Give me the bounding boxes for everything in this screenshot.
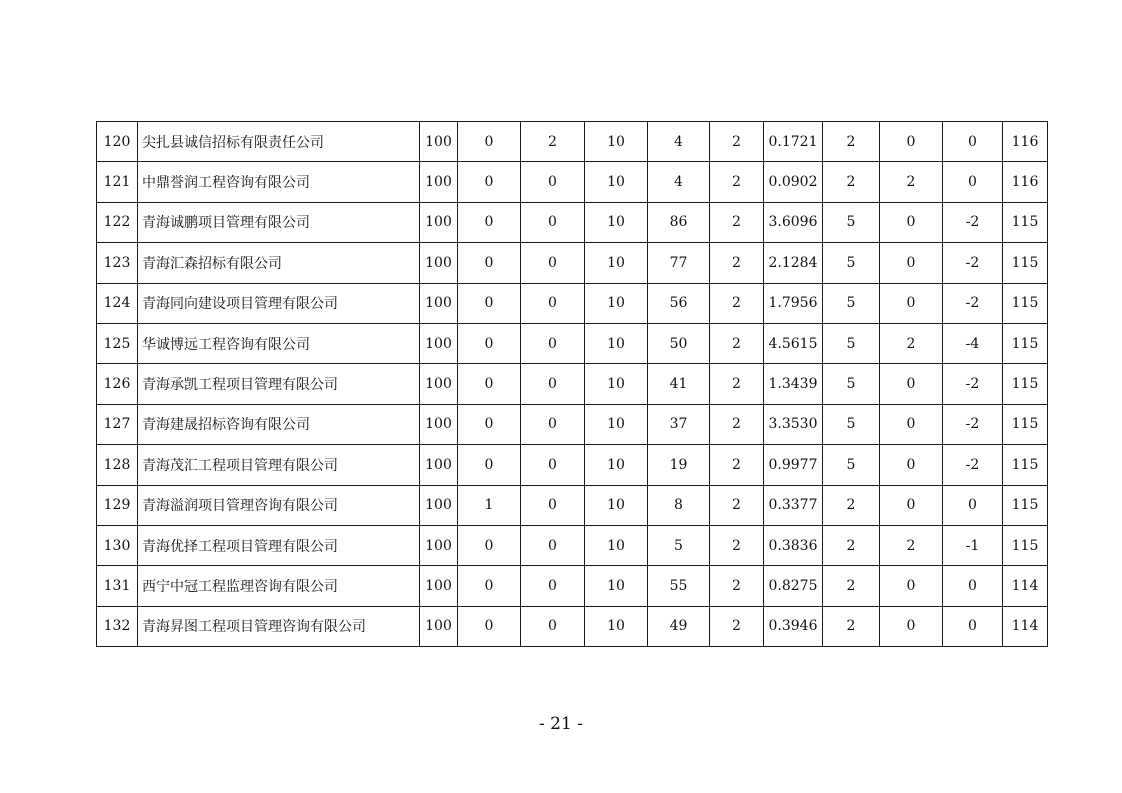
- score-cell: 0: [943, 162, 1003, 202]
- score-cell: 116: [1003, 122, 1048, 162]
- score-cell: 0: [458, 566, 521, 606]
- rank-cell: 129: [97, 485, 138, 525]
- score-cell: 116: [1003, 162, 1048, 202]
- score-cell: 100: [420, 404, 458, 444]
- score-cell: 115: [1003, 445, 1048, 485]
- score-cell: 100: [420, 243, 458, 283]
- score-cell: 2: [823, 606, 880, 646]
- table-row: [97, 525, 1048, 565]
- score-cell: 10: [585, 243, 648, 283]
- company-name-cell: 青海茂汇工程项目管理有限公司: [138, 445, 420, 485]
- score-cell: 19: [648, 445, 710, 485]
- score-cell: 3.6096: [764, 202, 823, 242]
- score-cell: 0: [458, 283, 521, 323]
- score-cell: 10: [585, 606, 648, 646]
- score-cell: 100: [420, 566, 458, 606]
- score-cell: 0: [880, 445, 943, 485]
- table-row: [97, 162, 1048, 202]
- table-row: [97, 364, 1048, 404]
- page-number: - 21 -: [539, 714, 583, 734]
- score-cell: 115: [1003, 283, 1048, 323]
- rank-cell: 131: [97, 566, 138, 606]
- score-cell: 0: [943, 606, 1003, 646]
- score-cell: -2: [943, 243, 1003, 283]
- score-cell: 0: [521, 404, 585, 444]
- score-cell: 115: [1003, 404, 1048, 444]
- score-cell: 0: [521, 283, 585, 323]
- score-cell: 0: [880, 122, 943, 162]
- score-cell: 2: [823, 122, 880, 162]
- ranking-table: [96, 121, 1048, 647]
- score-cell: 115: [1003, 202, 1048, 242]
- score-cell: 115: [1003, 485, 1048, 525]
- table-row: [97, 323, 1048, 363]
- score-cell: 2: [710, 202, 764, 242]
- score-cell: 0: [880, 606, 943, 646]
- score-cell: 115: [1003, 364, 1048, 404]
- score-cell: 10: [585, 404, 648, 444]
- rank-cell: 124: [97, 283, 138, 323]
- score-cell: 2: [710, 566, 764, 606]
- score-cell: 0.3377: [764, 485, 823, 525]
- score-cell: -1: [943, 525, 1003, 565]
- table-row: [97, 404, 1048, 444]
- score-cell: 0: [880, 243, 943, 283]
- score-cell: 114: [1003, 606, 1048, 646]
- score-cell: 0: [880, 485, 943, 525]
- rank-cell: 126: [97, 364, 138, 404]
- table-row: [97, 122, 1048, 162]
- score-cell: -2: [943, 202, 1003, 242]
- table-row: [97, 202, 1048, 242]
- score-cell: 0: [521, 485, 585, 525]
- score-cell: 55: [648, 566, 710, 606]
- company-name-cell: 青海昇图工程项目管理咨询有限公司: [138, 606, 420, 646]
- score-cell: -2: [943, 364, 1003, 404]
- company-name-cell: 青海优择工程项目管理有限公司: [138, 525, 420, 565]
- score-cell: 0: [458, 404, 521, 444]
- score-cell: 114: [1003, 566, 1048, 606]
- score-cell: 2: [521, 122, 585, 162]
- score-cell: 0: [943, 566, 1003, 606]
- score-cell: 4: [648, 122, 710, 162]
- score-cell: 50: [648, 323, 710, 363]
- score-cell: 0: [521, 162, 585, 202]
- score-cell: 2: [710, 404, 764, 444]
- rank-cell: 128: [97, 445, 138, 485]
- score-cell: 0: [521, 525, 585, 565]
- score-cell: 2: [710, 122, 764, 162]
- score-cell: 0: [880, 202, 943, 242]
- table-row: [97, 445, 1048, 485]
- score-cell: 5: [823, 445, 880, 485]
- score-cell: 100: [420, 162, 458, 202]
- score-cell: 100: [420, 606, 458, 646]
- score-cell: 5: [823, 283, 880, 323]
- score-cell: 10: [585, 364, 648, 404]
- score-cell: 5: [823, 404, 880, 444]
- score-cell: 0: [521, 243, 585, 283]
- score-cell: 100: [420, 525, 458, 565]
- table-row: [97, 243, 1048, 283]
- score-cell: 0: [458, 202, 521, 242]
- score-cell: 1.3439: [764, 364, 823, 404]
- score-cell: 49: [648, 606, 710, 646]
- score-cell: 0.1721: [764, 122, 823, 162]
- score-cell: 2: [823, 566, 880, 606]
- table-row: [97, 606, 1048, 646]
- score-cell: 5: [648, 525, 710, 565]
- score-cell: 2: [710, 606, 764, 646]
- score-cell: 2: [710, 485, 764, 525]
- score-cell: 100: [420, 283, 458, 323]
- score-cell: 0.3946: [764, 606, 823, 646]
- rank-cell: 121: [97, 162, 138, 202]
- score-cell: -2: [943, 445, 1003, 485]
- rank-cell: 130: [97, 525, 138, 565]
- score-cell: 0: [521, 566, 585, 606]
- table-row: [97, 283, 1048, 323]
- rank-cell: 123: [97, 243, 138, 283]
- score-cell: 2: [880, 162, 943, 202]
- rank-cell: 132: [97, 606, 138, 646]
- score-cell: 0.9977: [764, 445, 823, 485]
- score-cell: 0: [458, 445, 521, 485]
- score-cell: 2: [880, 525, 943, 565]
- score-cell: 0: [880, 364, 943, 404]
- score-cell: 2: [710, 243, 764, 283]
- company-name-cell: 青海承凯工程项目管理有限公司: [138, 364, 420, 404]
- company-name-cell: 青海诚鹏项目管理有限公司: [138, 202, 420, 242]
- score-cell: 10: [585, 122, 648, 162]
- score-cell: 0: [521, 364, 585, 404]
- score-cell: 115: [1003, 525, 1048, 565]
- score-cell: 77: [648, 243, 710, 283]
- score-cell: 2: [710, 364, 764, 404]
- score-cell: 2: [710, 323, 764, 363]
- score-cell: 3.3530: [764, 404, 823, 444]
- score-cell: 115: [1003, 243, 1048, 283]
- score-cell: 2: [710, 525, 764, 565]
- score-cell: 2: [823, 162, 880, 202]
- score-cell: 0: [458, 122, 521, 162]
- company-name-cell: 中鼎誉润工程咨询有限公司: [138, 162, 420, 202]
- score-cell: 100: [420, 202, 458, 242]
- score-cell: 10: [585, 323, 648, 363]
- score-cell: 0: [521, 606, 585, 646]
- score-cell: 0.8275: [764, 566, 823, 606]
- score-cell: 10: [585, 445, 648, 485]
- score-cell: 86: [648, 202, 710, 242]
- score-cell: 56: [648, 283, 710, 323]
- company-name-cell: 青海建晟招标咨询有限公司: [138, 404, 420, 444]
- score-cell: 0: [880, 566, 943, 606]
- score-cell: 100: [420, 122, 458, 162]
- score-cell: 100: [420, 445, 458, 485]
- score-cell: 2: [710, 283, 764, 323]
- rank-cell: 122: [97, 202, 138, 242]
- score-cell: 100: [420, 364, 458, 404]
- score-cell: 8: [648, 485, 710, 525]
- score-cell: 0: [943, 485, 1003, 525]
- score-cell: 5: [823, 202, 880, 242]
- score-cell: 10: [585, 485, 648, 525]
- score-cell: 2: [710, 445, 764, 485]
- table-row: [97, 566, 1048, 606]
- company-name-cell: 青海汇森招标有限公司: [138, 243, 420, 283]
- score-cell: 5: [823, 364, 880, 404]
- score-cell: 0: [458, 364, 521, 404]
- score-cell: 115: [1003, 323, 1048, 363]
- score-cell: 2: [880, 323, 943, 363]
- score-cell: -2: [943, 404, 1003, 444]
- score-cell: 41: [648, 364, 710, 404]
- rank-cell: 127: [97, 404, 138, 444]
- score-cell: 10: [585, 525, 648, 565]
- score-cell: -4: [943, 323, 1003, 363]
- score-cell: -2: [943, 283, 1003, 323]
- company-name-cell: 尖扎县诚信招标有限责任公司: [138, 122, 420, 162]
- score-cell: 0: [458, 243, 521, 283]
- score-cell: 2: [710, 162, 764, 202]
- score-cell: 0.3836: [764, 525, 823, 565]
- score-cell: 0: [521, 445, 585, 485]
- company-name-cell: 青海同向建设项目管理有限公司: [138, 283, 420, 323]
- score-cell: 10: [585, 202, 648, 242]
- table-body: [97, 122, 1048, 647]
- score-cell: 0: [521, 323, 585, 363]
- score-cell: 2: [823, 525, 880, 565]
- score-cell: 0: [458, 162, 521, 202]
- company-name-cell: 青海溢润项目管理咨询有限公司: [138, 485, 420, 525]
- score-cell: 0: [458, 606, 521, 646]
- score-cell: 10: [585, 283, 648, 323]
- score-cell: 0: [880, 283, 943, 323]
- score-cell: 0: [521, 202, 585, 242]
- score-cell: 10: [585, 566, 648, 606]
- rank-cell: 120: [97, 122, 138, 162]
- score-cell: 4.5615: [764, 323, 823, 363]
- score-cell: 0: [880, 404, 943, 444]
- table-row: [97, 485, 1048, 525]
- score-cell: 37: [648, 404, 710, 444]
- score-cell: 0: [943, 122, 1003, 162]
- score-cell: 4: [648, 162, 710, 202]
- score-cell: 5: [823, 323, 880, 363]
- score-cell: 2: [823, 485, 880, 525]
- score-cell: 100: [420, 323, 458, 363]
- score-cell: 1: [458, 485, 521, 525]
- score-cell: 5: [823, 243, 880, 283]
- score-cell: 10: [585, 162, 648, 202]
- score-cell: 2.1284: [764, 243, 823, 283]
- score-cell: 0: [458, 323, 521, 363]
- score-cell: 0.0902: [764, 162, 823, 202]
- score-cell: 1.7956: [764, 283, 823, 323]
- company-name-cell: 西宁中冠工程监理咨询有限公司: [138, 566, 420, 606]
- rank-cell: 125: [97, 323, 138, 363]
- score-cell: 100: [420, 485, 458, 525]
- company-name-cell: 华诚博远工程咨询有限公司: [138, 323, 420, 363]
- score-cell: 0: [458, 525, 521, 565]
